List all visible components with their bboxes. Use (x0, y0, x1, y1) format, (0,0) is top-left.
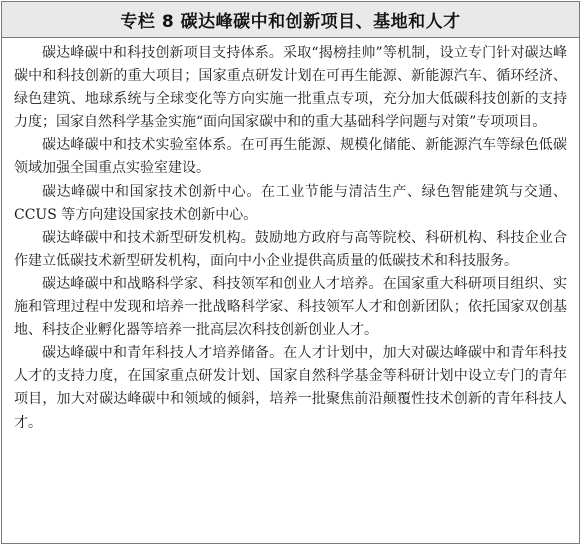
paragraph-research-institutions: 碳达峰碳中和技术新型研发机构。鼓励地方政府与高等院校、科研机构、科技企业合作建立低碳技术新型研发机构，面向中小企业提供高质量的低碳技术和科技服务。 (14, 229, 567, 269)
paragraph-innovation-projects: 碳达峰碳中和科技创新项目支持体系。采取“揭榜挂帅”等机制，设立专门针对碳达峰碳中和科技创新的重大项目；国家重点研发计划在可再生能源、新能源汽车、循环经济、绿色建筑、地球系统与全球变化等方向实施一批重点专项，充分加大低碳科技创新的支持力度；国家自然科学基金实施“面向国家碳中和的重大基础科学问题与对策”专项项目。 (14, 45, 567, 131)
column-title: 专栏 8 碳达峰碳中和创新项目、基地和人才 (2, 2, 579, 38)
column-content (2, 38, 579, 435)
paragraph-innovation-centers: 碳达峰碳中和国家技术创新中心。在工业节能与清洁生产、绿色智能建筑与交通、CCUS 等方向建设国家技术创新中心。 (14, 183, 567, 223)
paragraph-youth-talent: 碳达峰碳中和青年科技人才培养储备。在人才计划中，加大对碳达峰碳中和青年科技人才的支持力度，在国家重点研发计划、国家自然科学基金等科研计划中设立专门的青年项目，加大对碳达峰碳中和领域的倾斜，培养一批聚焦前沿颠覆性技术创新的青年科技人才。 (14, 345, 567, 431)
paragraph-laboratory-system: 碳达峰碳中和技术实验室体系。在可再生能源、规模化储能、新能源汽车等绿色低碳领域加强全国重点实验室建设。 (14, 137, 567, 177)
paragraph-talent-cultivation: 碳达峰碳中和战略科学家、科技领军和创业人才培养。在国家重大科研项目组织、实施和管理过程中发现和培养一批战略科学家、科技领军人才和创新团队；依托国家双创基地、科技企业孵化器等培养一批高层次科技创新创业人才。 (14, 275, 567, 339)
column-box (1, 1, 580, 544)
